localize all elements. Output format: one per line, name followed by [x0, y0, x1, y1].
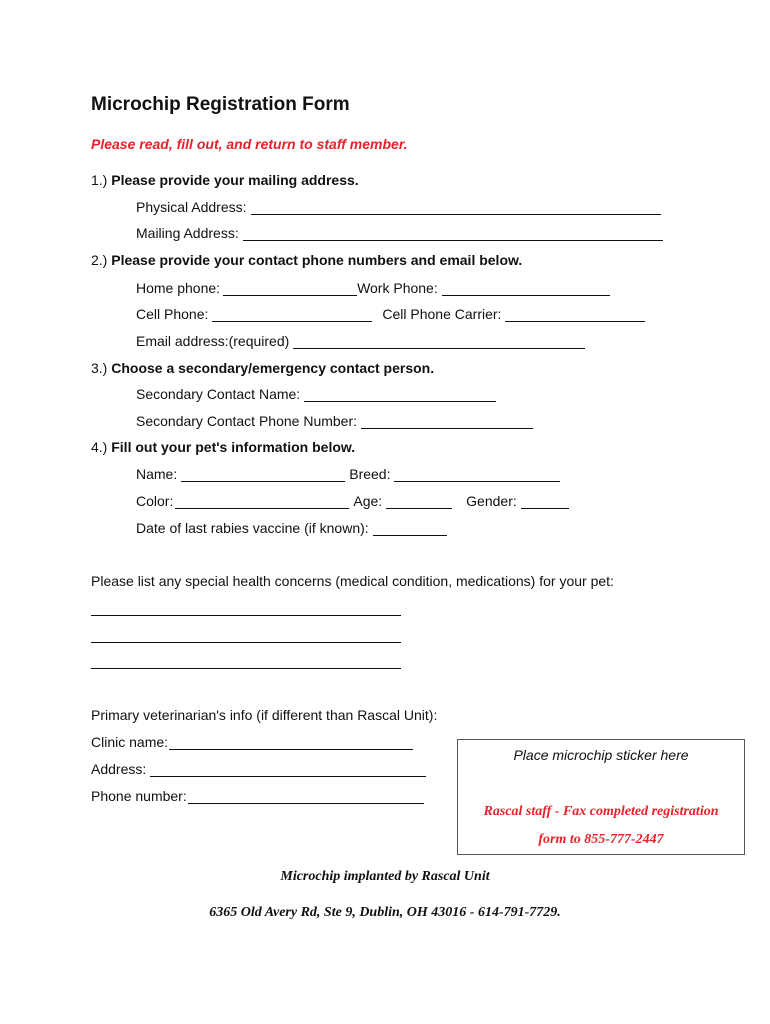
field-label: Email address:(required)	[136, 333, 290, 349]
secondary-phone-line[interactable]	[361, 427, 533, 429]
field-label: Secondary Contact Name:	[136, 386, 301, 402]
section-2-heading	[91, 252, 522, 268]
health-line-3[interactable]	[91, 668, 401, 669]
section-3-heading	[91, 360, 434, 376]
field-label: Breed:	[349, 466, 391, 482]
email-line[interactable]	[293, 347, 585, 349]
cell-phone-field[interactable]	[136, 306, 645, 322]
form-title: Microchip Registration Form	[91, 94, 350, 115]
field-label: Color:	[136, 493, 174, 509]
mailing-address-line[interactable]	[243, 239, 663, 241]
mailing-address-field[interactable]	[136, 225, 663, 241]
section-1-heading	[91, 172, 359, 188]
field-label: Cell Phone:	[136, 306, 209, 322]
field-label: Home phone:	[136, 280, 221, 296]
section-title: Please provide your contact phone numbers and email below.	[111, 252, 523, 268]
vet-heading: Primary veterinarian's info (if different than Rascal Unit):	[91, 707, 438, 723]
section-number: 3.)	[91, 360, 108, 376]
section-4-heading	[91, 439, 355, 455]
health-prompt: Please list any special health concerns (medical condition, medications) for your pet:	[91, 573, 614, 589]
section-title: Please provide your mailing address.	[111, 172, 359, 188]
field-label: Date of last rabies vaccine (if known):	[136, 520, 369, 536]
vet-address-line[interactable]	[150, 775, 426, 777]
vet-address-field[interactable]	[91, 761, 426, 777]
field-label: Phone number:	[91, 788, 187, 804]
cell-phone-line[interactable]	[212, 320, 372, 322]
age-line[interactable]	[386, 507, 452, 509]
fax-line-2: form to 855-777-2447	[538, 832, 664, 847]
field-label: Secondary Contact Phone Number:	[136, 413, 358, 429]
secondary-name-line[interactable]	[304, 400, 496, 402]
clinic-name-line[interactable]	[169, 748, 413, 750]
field-label: Name:	[136, 466, 178, 482]
breed-line[interactable]	[394, 480, 560, 482]
field-label: Cell Phone Carrier:	[382, 306, 502, 322]
vet-phone-field[interactable]	[91, 788, 424, 804]
section-title: Fill out your pet's information below.	[111, 439, 356, 455]
work-phone-line[interactable]	[442, 294, 610, 296]
email-field[interactable]	[136, 333, 585, 349]
section-title: Choose a secondary/emergency contact person.	[111, 360, 435, 376]
field-label: Mailing Address:	[136, 225, 239, 241]
physical-address-field[interactable]	[136, 199, 661, 215]
section-number: 1.)	[91, 172, 108, 188]
field-label: Clinic name:	[91, 734, 169, 750]
field-label: Work Phone:	[357, 280, 438, 296]
fax-instructions	[458, 798, 744, 854]
field-label: Gender:	[466, 493, 517, 509]
pet-color-field[interactable]	[136, 493, 569, 509]
color-line[interactable]	[175, 507, 349, 509]
form-instructions: Please read, fill out, and return to staff member.	[91, 136, 408, 152]
physical-address-line[interactable]	[251, 213, 661, 215]
home-phone-line[interactable]	[223, 294, 357, 296]
fax-line-1: Rascal staff - Fax completed registration	[483, 804, 719, 819]
vet-phone-line[interactable]	[188, 802, 424, 804]
home-phone-field[interactable]	[136, 280, 610, 296]
field-label: Age:	[353, 493, 383, 509]
rabies-date-line[interactable]	[373, 534, 447, 536]
secondary-name-field[interactable]	[136, 386, 496, 402]
section-number: 2.)	[91, 252, 108, 268]
health-line-1[interactable]	[91, 615, 401, 616]
sticker-placeholder: Place microchip sticker here	[513, 747, 689, 763]
clinic-name-field[interactable]	[91, 734, 413, 750]
pet-name-line[interactable]	[181, 480, 345, 482]
rabies-date-field[interactable]	[136, 520, 447, 536]
section-number: 4.)	[91, 439, 108, 455]
field-label: Physical Address:	[136, 199, 247, 215]
cell-carrier-line[interactable]	[505, 320, 645, 322]
health-line-2[interactable]	[91, 642, 401, 643]
clinic-address: 6365 Old Avery Rd, Ste 9, Dublin, OH 43016 - 614-791-7729.	[209, 905, 561, 920]
pet-name-field[interactable]	[136, 466, 560, 482]
implanted-note: Microchip implanted by Rascal Unit	[280, 869, 490, 884]
microchip-sticker-box	[457, 739, 745, 855]
field-label: Address:	[91, 761, 147, 777]
secondary-phone-field[interactable]	[136, 413, 533, 429]
gender-line[interactable]	[521, 507, 569, 509]
